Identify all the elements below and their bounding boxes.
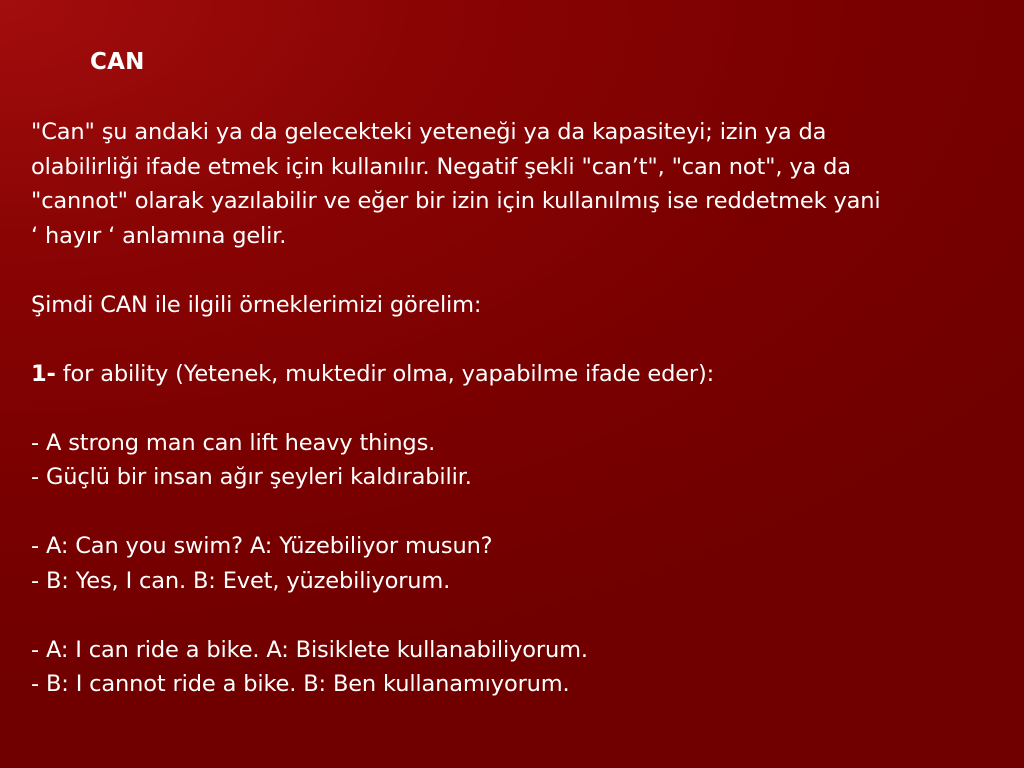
intro-line: "cannot" olarak yazılabilir ve eğer bir izin için kullanılmış ise reddetmek yani bbox=[31, 188, 881, 214]
intro-line: "Can" şu andaki ya da gelecekteki yeteneği ya da kapasiteyi; izin ya da bbox=[31, 119, 827, 145]
example-line: - B: I cannot ride a bike. B: Ben kullanamıyorum. bbox=[31, 671, 570, 697]
example-line: - Güçlü bir insan ağır şeyleri kaldırabilir. bbox=[31, 464, 472, 490]
spacer bbox=[31, 322, 1006, 357]
spacer bbox=[31, 391, 1006, 426]
example-line: - A: I can ride a bike. A: Bisiklete kullanabiliyorum. bbox=[31, 636, 588, 663]
spacer bbox=[31, 253, 1006, 288]
example-group-strong-man bbox=[31, 426, 1006, 495]
example-line: - A: Can you swim? A: Yüzebiliyor musun? bbox=[31, 533, 493, 559]
lead-in-text: Şimdi CAN ile ilgili örneklerimizi görelim: bbox=[31, 291, 482, 318]
example-line: - A strong man can lift heavy things. bbox=[31, 429, 436, 456]
spacer bbox=[31, 495, 1006, 530]
intro-paragraph bbox=[31, 115, 1006, 253]
example-line: - B: Yes, I can. B: Evet, yüzebiliyorum. bbox=[31, 567, 451, 594]
section-number: 1- bbox=[31, 360, 56, 387]
section-heading-text: for ability (Yetenek, muktedir olma, yapabilme ifade eder): bbox=[62, 360, 715, 387]
intro-line: olabilirliği ifade etmek için kullanılır. Negatif şekli "can’t", "can not", ya da bbox=[31, 153, 851, 180]
example-group-bike bbox=[31, 633, 1006, 702]
intro-line: ‘ hayır ‘ anlamına gelir. bbox=[31, 222, 287, 249]
spacer bbox=[31, 598, 1006, 633]
slide-body bbox=[31, 115, 1006, 702]
example-group-swim bbox=[31, 529, 1006, 598]
section-heading bbox=[31, 357, 1006, 392]
slide-title: CAN bbox=[90, 49, 145, 75]
